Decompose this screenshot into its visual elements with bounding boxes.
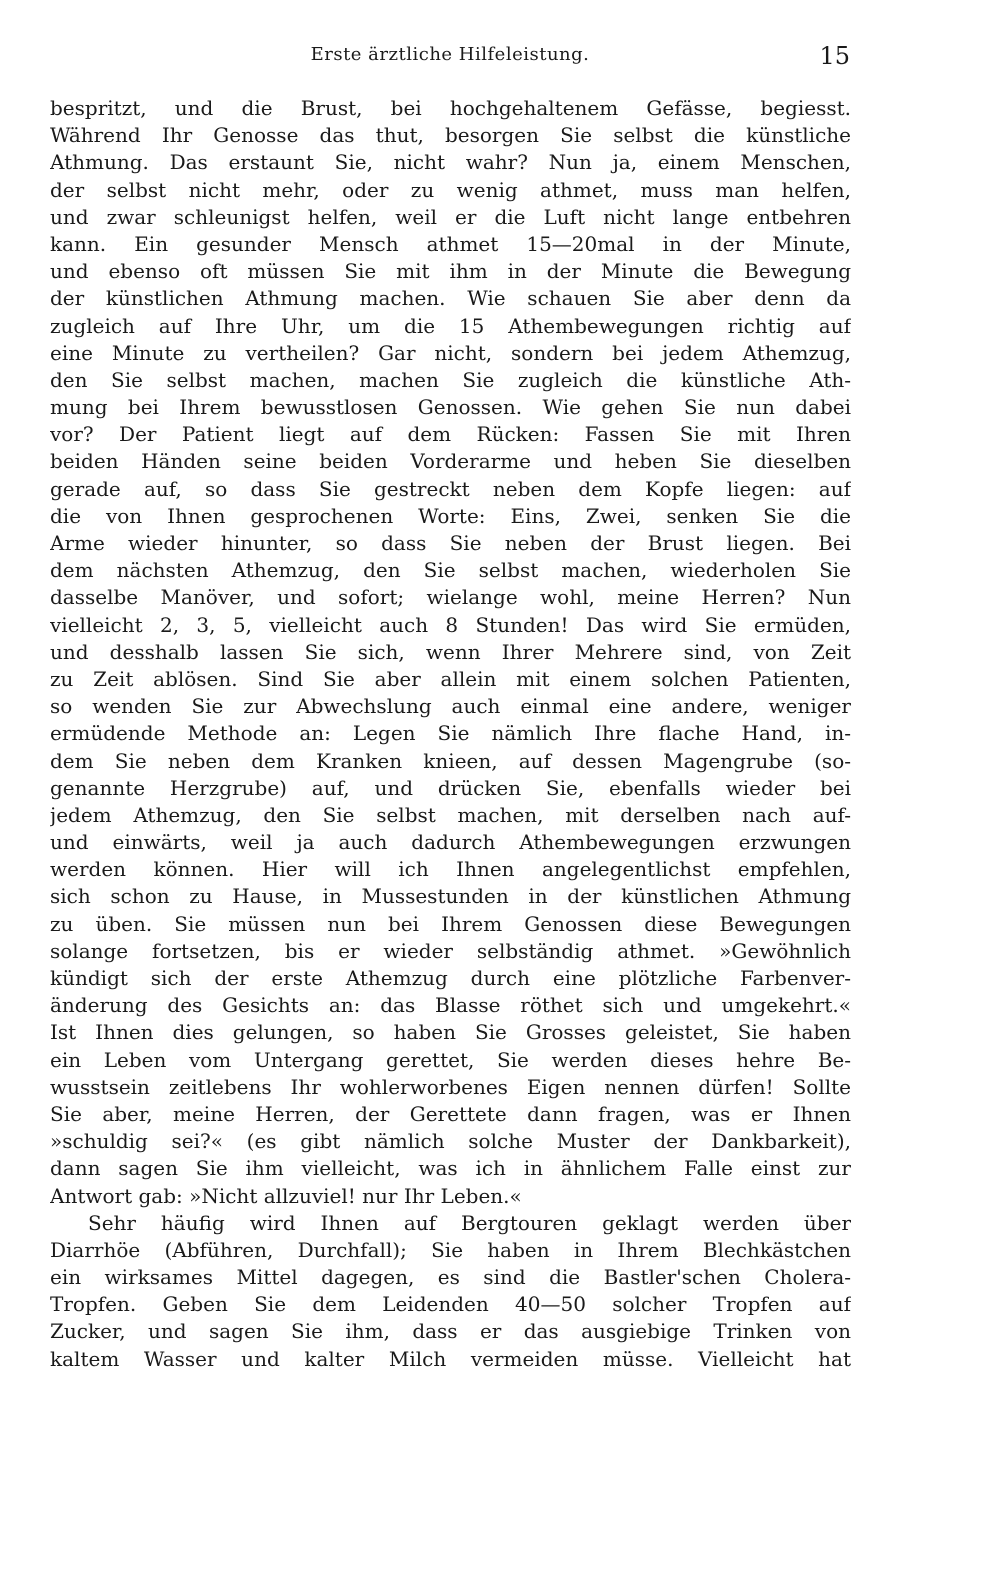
text-line: gerade auf, so dass Sie gestreckt neben dem Kopfe liegen: auf bbox=[50, 476, 851, 501]
text-line-paragraph-start: Sehr häufig wird Ihnen auf Bergtouren geklagt werden über bbox=[88, 1210, 851, 1235]
text-line: und zwar schleunigst helfen, weil er die Luft nicht lange entbehren bbox=[50, 204, 851, 229]
text-line: änderung des Gesichts an: das Blasse röthet sich und umgekehrt.« bbox=[50, 993, 851, 1018]
text-line: bespritzt, und die Brust, bei hochgehaltenem Gefässe, begiesst. bbox=[50, 96, 851, 120]
text-line: mung bei Ihrem bewusstlosen Genossen. Wie gehen Sie nun dabei bbox=[50, 395, 851, 420]
text-line: Während Ihr Genosse das thut, besorgen Sie selbst die künstliche bbox=[50, 123, 851, 148]
text-line: Sie aber, meine Herren, der Gerettete dann fragen, was er Ihnen bbox=[50, 1101, 851, 1126]
text-line: ein wirksames Mittel dagegen, es sind die Bastler'schen Cholera- bbox=[50, 1265, 851, 1290]
text-line: genannte Herzgrube) auf, und drücken Sie, ebenfalls wieder bei bbox=[50, 775, 851, 800]
body-text bbox=[50, 95, 851, 1373]
text-line: zugleich auf Ihre Uhr, um die 15 Athembewegungen richtig auf bbox=[50, 313, 851, 338]
text-line: Arme wieder hinunter, so dass Sie neben der Brust liegen. Bei bbox=[50, 531, 851, 555]
text-line: dem nächsten Athemzug, den Sie selbst machen, wiederholen Sie bbox=[50, 558, 851, 583]
text-line: den Sie selbst machen, machen Sie zugleich die künstliche Ath- bbox=[50, 367, 851, 392]
text-line: jedem Athemzug, den Sie selbst machen, mit derselben nach auf- bbox=[50, 802, 851, 827]
text-line: dasselbe Manöver, und sofort; wielange wohl, meine Herren? Nun bbox=[50, 585, 851, 610]
text-line: Athmung. Das erstaunt Sie, nicht wahr? Nun ja, einem Menschen, bbox=[50, 150, 851, 175]
text-line: und desshalb lassen Sie sich, wenn Ihrer Mehrere sind, von Zeit bbox=[50, 639, 851, 664]
text-line: sich schon zu Hause, in Mussestunden in der künstlichen Athmung bbox=[50, 884, 851, 909]
text-line: kaltem Wasser und kalter Milch vermeiden müsse. Vielleicht hat bbox=[50, 1346, 851, 1371]
text-line: ermüdende Methode an: Legen Sie nämlich Ihre flache Hand, in- bbox=[50, 721, 851, 746]
text-line: zu Zeit ablösen. Sind Sie aber allein mit einem solchen Patienten, bbox=[50, 666, 851, 691]
text-line: die von Ihnen gesprochenen Worte: Eins, Zwei, senken Sie die bbox=[50, 503, 851, 528]
text-line: Ist Ihnen dies gelungen, so haben Sie Grosses geleistet, Sie haben bbox=[50, 1020, 851, 1045]
text-line: und einwärts, weil ja auch dadurch Athembewegungen erzwungen bbox=[50, 830, 851, 855]
running-header bbox=[50, 44, 850, 76]
text-line: zu üben. Sie müssen nun bei Ihrem Genossen diese Bewegungen bbox=[50, 911, 851, 936]
text-line: vor? Der Patient liegt auf dem Rücken: Fassen Sie mit Ihren bbox=[50, 422, 851, 447]
text-line: vielleicht 2, 3, 5, vielleicht auch 8 Stunden! Das wird Sie ermüden, bbox=[50, 612, 851, 637]
text-line: der selbst nicht mehr, oder zu wenig athmet, muss man helfen, bbox=[50, 177, 851, 202]
text-line: Diarrhöe (Abführen, Durchfall); Sie haben in Ihrem Blechkästchen bbox=[50, 1237, 851, 1262]
text-line: dann sagen Sie ihm vielleicht, was ich in ähnlichem Falle einst zur bbox=[50, 1156, 851, 1181]
text-line: und ebenso oft müssen Sie mit ihm in der Minute die Bewegung bbox=[50, 259, 851, 284]
text-line: Zucker, und sagen Sie ihm, dass er das ausgiebige Trinken von bbox=[50, 1319, 851, 1344]
text-line: »schuldig sei?« (es gibt nämlich solche Muster der Dankbarkeit), bbox=[50, 1129, 851, 1154]
text-line: beiden Händen seine beiden Vorderarme und heben Sie dieselben bbox=[50, 449, 851, 474]
text-line: so wenden Sie zur Abwechslung auch einmal eine andere, weniger bbox=[50, 694, 851, 719]
text-line: der künstlichen Athmung machen. Wie schauen Sie aber denn da bbox=[50, 286, 851, 311]
text-line-paragraph-end: Antwort gab: »Nicht allzuviel! nur Ihr Leben.« bbox=[50, 1183, 522, 1208]
text-line: kann. Ein gesunder Mensch athmet 15—20mal in der Minute, bbox=[50, 231, 851, 256]
running-header-title: Erste ärztliche Hilfeleistung. bbox=[310, 44, 590, 65]
text-line: eine Minute zu vertheilen? Gar nicht, sondern bei jedem Athemzug, bbox=[50, 340, 851, 365]
page-number: 15 bbox=[819, 42, 850, 70]
text-line: ein Leben vom Untergang gerettet, Sie werden dieses hehre Be- bbox=[50, 1047, 851, 1072]
text-line: werden können. Hier will ich Ihnen angelegentlichst empfehlen, bbox=[50, 857, 851, 882]
text-line: Tropfen. Geben Sie dem Leidenden 40—50 solcher Tropfen auf bbox=[50, 1292, 851, 1317]
text-line: dem Sie neben dem Kranken knieen, auf dessen Magengrube (so- bbox=[50, 748, 851, 773]
text-line: kündigt sich der erste Athemzug durch eine plötzliche Farbenver- bbox=[50, 966, 851, 990]
text-line: solange fortsetzen, bis er wieder selbständig athmet. »Gewöhnlich bbox=[50, 938, 851, 963]
text-line: wusstsein zeitlebens Ihr wohlerworbenes Eigen nennen dürfen! Sollte bbox=[50, 1074, 851, 1099]
